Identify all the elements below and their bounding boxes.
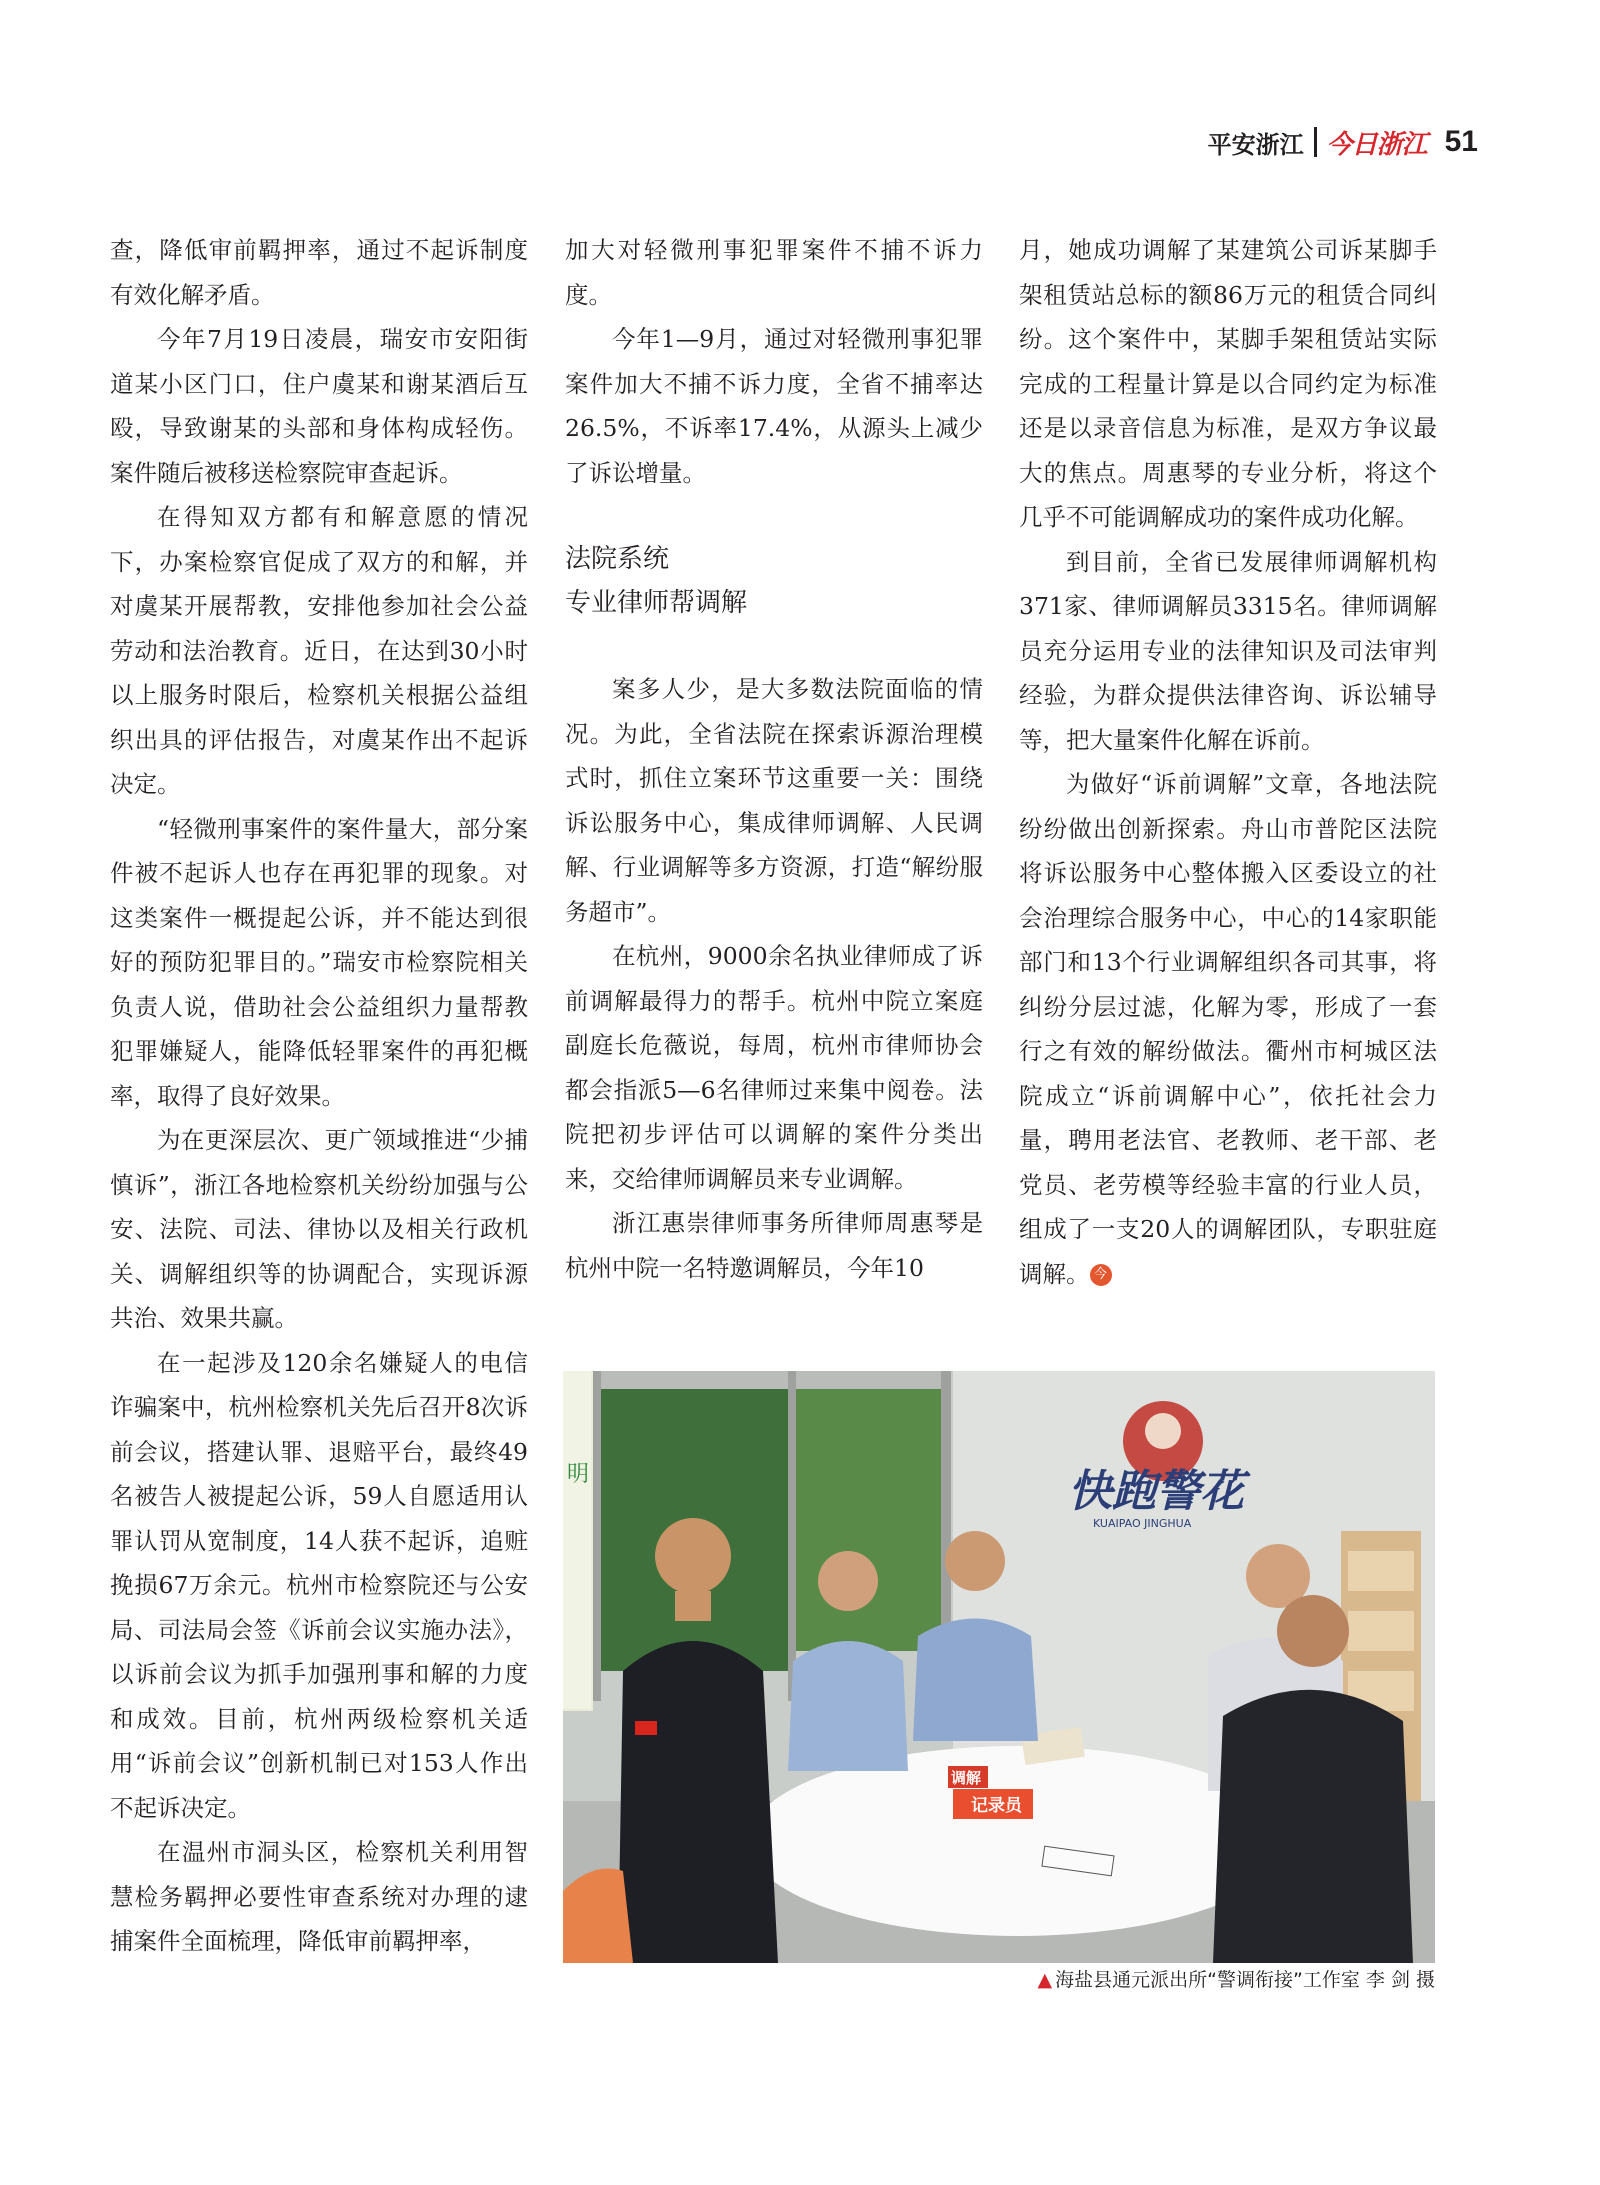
caption-photographer: 李 剑 摄 [1365,1969,1435,1991]
caption-text: 海盐县通元派出所“警调衔接”工作室 [1055,1969,1360,1991]
section-title: 平安浙江 [1207,130,1304,159]
section-subheading: 专业律师帮调解 [565,588,748,618]
logo-text: 快跑警花 [1068,1466,1244,1517]
paragraph: 今年1—9月，通过对轻微刑事犯罪案件加大不捕不诉力度，全省不捕率达26.5%，不诉率17.4%，从源头上减少了诉讼增量。 [565,325,983,487]
paragraph: 浙江惠崇律师事务所律师周惠琴是杭州中院一名特邀调解员，今年10 [565,1209,983,1282]
paragraph: “轻微刑事案件的案件量大，部分案件被不起诉人也存在再犯罪的现象。对这类案件一概提起公诉，并不能达到很好的预防犯罪目的。”瑞安市检察院相关负责人说，借助社会公益组织力量帮教犯罪嫌疑人，能降低轻罪案件的再犯概率，取得了良好效果。 [110,814,528,1110]
sign-mediation: 调解 [951,1769,982,1787]
magazine-logo: 今日浙江 [1326,129,1427,160]
paragraph: 月，她成功调解了某建筑公司诉某脚手架租赁站总标的额86万元的租赁合同纠纷。这个案件中，某脚手架租赁站实际完成的工程量计算是以合同约定为标准还是以录音信息为标准，是双方争议最大的焦点。周惠琴的专业分析，将这个几乎不可能调解成功的案件成功化解。 [1019,236,1437,531]
column-1 [110,228,528,1964]
paragraph: 为在更深层次、更广领域推进“少捕慎诉”，浙江各地检察机关纷纷加强与公安、法院、司法、律协以及相关行政机关、调解组织等的协调配合，实现诉源共治、效果共赢。 [110,1126,528,1332]
header-divider [1314,127,1317,157]
paragraph: 在杭州，9000余名执业律师成了诉前调解最得力的帮手。杭州中院立案庭副庭长危薇说，每周，杭州市律师协会都会指派5—6名律师过来集中阅卷。法院把初步评估可以调解的案件分类出来，交给律师调解员来专业调解。 [565,942,983,1193]
paragraph: 案多人少，是大多数法院面临的情况。为此，全省法院在探索诉源治理模式时，抓住立案环节这重要一关：围绕诉讼服务中心，集成律师调解、人民调解、行业调解等多方资源，打造“解纷服务超市”。 [565,675,983,926]
paragraph: 在温州市洞头区，检察机关利用智慧检务羁押必要性审查系统对办理的逮捕案件全面梳理，降低审前羁押率， [110,1838,528,1955]
section-heading-court: 法院系统 [565,544,670,574]
paragraph: 查，降低审前羁押率，通过不起诉制度有效化解矛盾。 [110,236,528,309]
paragraph: 在得知双方都有和解意愿的情况下，办案检察官促成了双方的和解，并对虞某开展帮教，安排他参加社会公益劳动和法治教育。近日，在达到30小时以上服务时限后，检察机关根据公益组织出具的评估报告，对虞某作出不起诉决定。 [110,503,528,798]
paragraph: 为做好“诉前调解”文章，各地法院纷纷做出创新探索。舟山市普陀区法院将诉讼服务中心整体搬入区委设立的社会治理综合服务中心，中心的14家职能部门和13个行业调解组织各司其事，将纠纷分层过滤，化解为零，形成了一套行之有效的解纷做法。衢州市柯城区法院成立“诉前调解中心”，依托社会力量，聘用老法官、老教师、老干部、老党员、老劳模等经验丰富的行业人员，组成了一支20人的调解团队，专职驻庭调解。 今 [1019,770,1437,1288]
paragraph: 到目前，全省已发展律师调解机构371家、律师调解员3315名。律师调解员充分运用专业的法律知识及司法审判经验，为群众提供法律咨询、诉讼辅导等，把大量案件化解在诉前。 [1019,547,1437,754]
photo-caption [963,1963,1435,1997]
paragraph: 加大对轻微刑事犯罪案件不捕不诉力度。 [565,236,983,309]
column-2 [565,228,983,1290]
end-mark-icon: 今 [1090,1264,1112,1286]
sign-recorder: 记录员 [971,1796,1022,1816]
article-photo [563,1371,1435,1963]
wall-sign-text: 明 [567,1462,590,1487]
triangle-icon: ▲ [1037,1969,1053,1991]
paragraph: 在一起涉及120余名嫌疑人的电信诈骗案中，杭州检察机关先后召开8次诉前会议，搭建认罪、退赔平台，最终49名被告人被提起公诉，59人自愿适用认罪认罚从宽制度，14人获不起诉，追赃挽损67万余元。杭州市检察院还与公安局、司法局会签《诉前会议实施办法》，以诉前会议为抓手加强刑事和解的力度和成效。目前，杭州两级检察机关适用“诉前会议”创新机制已对153人作出不起诉决定。 [110,1348,528,1822]
page-header [1208,122,1478,162]
column-2-bottom [565,667,983,1290]
photo-illustration [563,1371,1435,1963]
paragraph: 今年7月19日凌晨，瑞安市安阳街道某小区门口，住户虞某和谢某酒后互殴，导致谢某的头部和身体构成轻伤。案件随后被移送检察院审查起诉。 [110,325,528,487]
logo-subtext: KUAIPAO JINGHUA [1093,1517,1192,1530]
page-number: 51 [1444,125,1478,158]
column-2-top [565,228,983,495]
column-3 [1019,228,1437,1296]
